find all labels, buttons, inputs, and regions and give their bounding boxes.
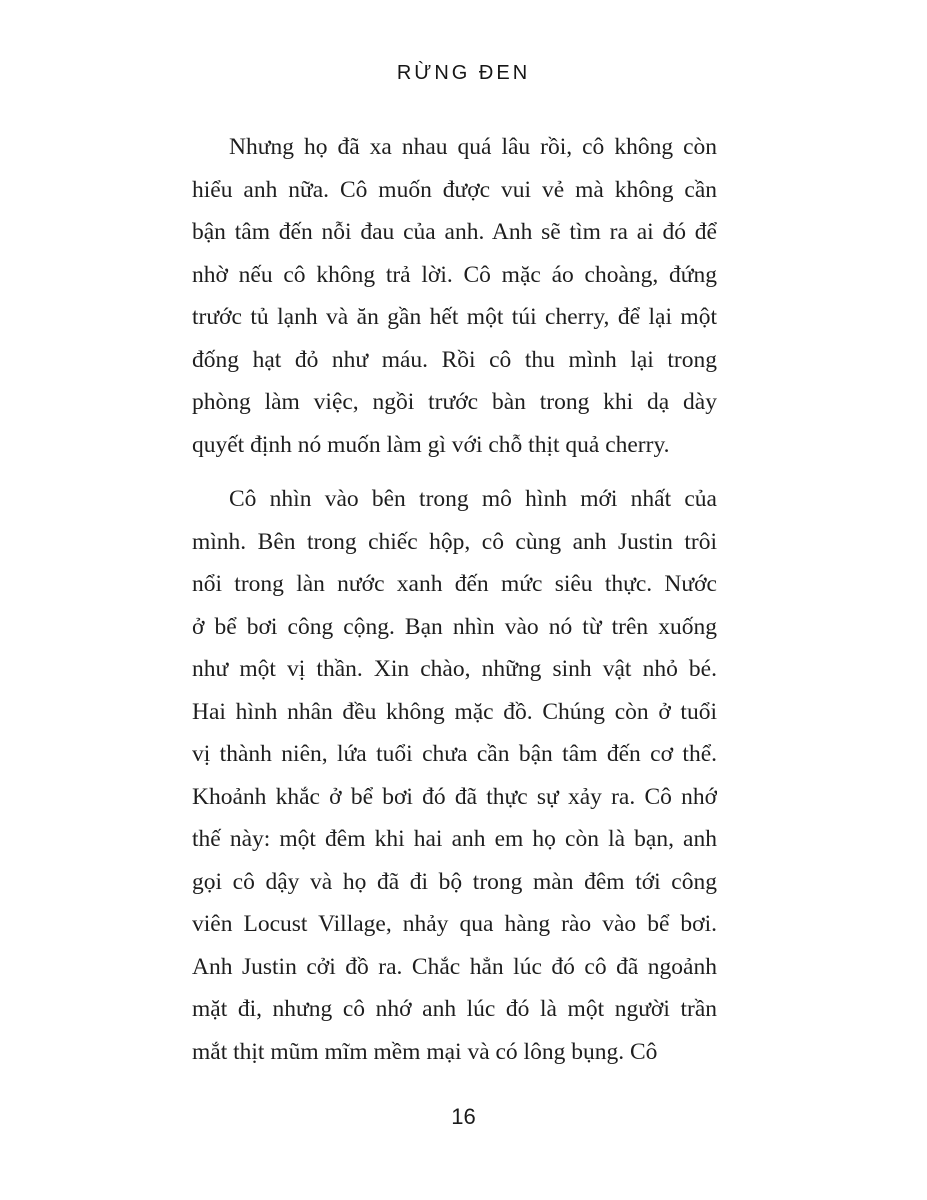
paragraph (192, 126, 717, 466)
text-line: Anh Justin cởi đồ ra. Chắc hẳn lúc đó cô đã ngoảnh (192, 953, 717, 980)
text-line: Cô nhìn vào bên trong mô hình mới nhất của (229, 486, 717, 512)
paragraph (192, 478, 717, 1073)
text-line: gọi cô dậy và họ đã đi bộ trong màn đêm tới công (192, 868, 717, 895)
text-line: mắt thịt mũm mĩm mềm mại và có lông bụng. Cô (192, 1038, 658, 1065)
text-line: nhờ nếu cô không trả lời. Cô mặc áo choàng, đứng (192, 261, 717, 288)
body-text (192, 126, 717, 1073)
text-line: mình. Bên trong chiếc hộp, cô cùng anh Justin trôi (192, 528, 717, 555)
text-line: Khoảnh khắc ở bể bơi đó đã thực sự xảy ra. Cô nhớ (192, 783, 717, 810)
text-line: Nhưng họ đã xa nhau quá lâu rồi, cô không còn (229, 134, 717, 160)
text-line: trước tủ lạnh và ăn gần hết một túi cherry, để lại một (192, 304, 717, 330)
running-header: RỪNG ĐEN (396, 62, 531, 84)
text-line: hiểu anh nữa. Cô muốn được vui vẻ mà không cần (192, 176, 717, 203)
text-line: đống hạt đỏ như máu. Rồi cô thu mình lại trong (192, 346, 717, 373)
page-number: 16 (451, 1104, 476, 1129)
text-line: thế này: một đêm khi hai anh em họ còn là bạn, anh (192, 826, 717, 852)
text-line: ở bể bơi công cộng. Bạn nhìn vào nó từ trên xuống (192, 613, 717, 640)
text-line: phòng làm việc, ngồi trước bàn trong khi dạ dày (192, 389, 717, 415)
text-line: bận tâm đến nỗi đau của anh. Anh sẽ tìm ra ai đó để (192, 219, 717, 245)
text-line: nổi trong làn nước xanh đến mức siêu thực. Nước (192, 571, 717, 597)
text-line: quyết định nó muốn làm gì với chỗ thịt quả cherry. (192, 431, 670, 458)
text-line: viên Locust Village, nhảy qua hàng rào vào bể bơi. (192, 911, 717, 937)
text-line: vị thành niên, lứa tuổi chưa cần bận tâm đến cơ thể. (192, 741, 717, 767)
text-line: mặt đi, nhưng cô nhớ anh lúc đó là một người trần (192, 996, 717, 1022)
text-line: như một vị thần. Xin chào, những sinh vật nhỏ bé. (192, 656, 717, 682)
text-line: Hai hình nhân đều không mặc đồ. Chúng còn ở tuổi (192, 698, 717, 725)
